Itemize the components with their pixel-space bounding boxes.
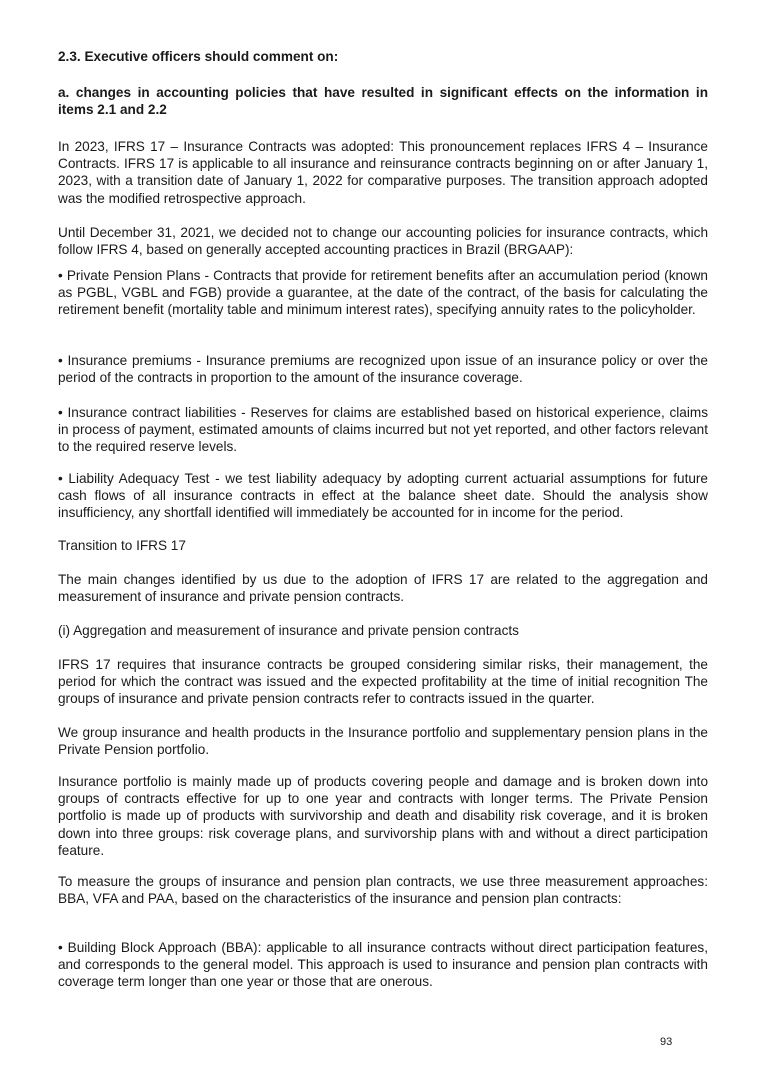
paragraph-portfolio-composition: Insurance portfolio is mainly made up of products covering people and damage and is broken down into groups of contracts effective for up to one year and contracts with longer terms. The Private Pension portfolio is made up of products with survivorship and death and disability risk coverage, and it is broken down into three groups: risk coverage plans, and survivorship plans with and without a direct participation feature. [58, 774, 708, 858]
section-heading: 2.3. Executive officers should comment on: [58, 49, 339, 64]
bullet-liability-adequacy-test: • Liability Adequacy Test - we test liability adequacy by adopting current actuarial assumptions for future cash flows of all insurance contracts in effect at the balance sheet date. Should the analysis show insufficiency, any shortfall identified will immediately be accounted for in income for the period. [58, 471, 708, 521]
paragraph-ifrs17-adoption: In 2023, IFRS 17 – Insurance Contracts was adopted: This pronouncement replaces IFRS 4 – Insurance Contracts. IFRS 17 is applicable to all insurance and reinsurance contracts beginning on or after January 1, 2023, with a transition date of January 1, 2022 for comparative purposes. The transition approach adopted was the modified retrospective approach. [58, 139, 708, 206]
paragraph-measurement-approaches: To measure the groups of insurance and pension plan contracts, we use three measurement approaches: BBA, VFA and PAA, based on the characteristics of the insurance and pension plan contracts: [58, 874, 708, 907]
paragraph-aggregation-title: (i) Aggregation and measurement of insurance and private pension contracts [58, 623, 519, 638]
page-number: 93 [660, 1036, 673, 1048]
bullet-insurance-contract-liabilities: • Insurance contract liabilities - Reserves for claims are established based on historical experience, claims in process of payment, estimated amounts of claims incurred but not yet reported, and other factors relevant to the required reserve levels. [58, 405, 708, 455]
paragraph-main-changes: The main changes identified by us due to the adoption of IFRS 17 are related to the aggregation and measurement of insurance and private pension contracts. [58, 572, 708, 605]
paragraph-grouping-requirements: IFRS 17 requires that insurance contracts be grouped considering similar risks, their management, the period for which the contract was issued and the expected profitability at the time of initial recognition The groups of insurance and private pension contracts refer to contracts issued in the quarter. [58, 657, 708, 707]
paragraph-ifrs4-policies: Until December 31, 2021, we decided not to change our accounting policies for insurance contracts, which follow IFRS 4, based on generally accepted accounting practices in Brazil (BRGAAP): [58, 225, 708, 258]
subsection-heading: a. changes in accounting policies that have resulted in significant effects on the information in items 2.1 and 2.2 [58, 85, 708, 118]
bullet-insurance-premiums: • Insurance premiums - Insurance premiums are recognized upon issue of an insurance policy or over the period of the contracts in proportion to the amount of the insurance coverage. [58, 353, 708, 386]
bullet-building-block-approach: • Building Block Approach (BBA): applicable to all insurance contracts without direct participation features, and corresponds to the general model. This approach is used to insurance and pension plan contracts with coverage term longer than one year or those that are onerous. [58, 940, 708, 990]
paragraph-portfolios: We group insurance and health products in the Insurance portfolio and supplementary pension plans in the Private Pension portfolio. [58, 725, 708, 758]
paragraph-transition-title: Transition to IFRS 17 [58, 538, 186, 553]
bullet-private-pension-plans: • Private Pension Plans - Contracts that provide for retirement benefits after an accumulation period (known as PGBL, VGBL and FGB) provide a guarantee, at the date of the contract, of the basis for calculating the retirement benefit (mortality table and minimum interest rates), specifying annuity rates to the policyholder. [58, 268, 708, 318]
